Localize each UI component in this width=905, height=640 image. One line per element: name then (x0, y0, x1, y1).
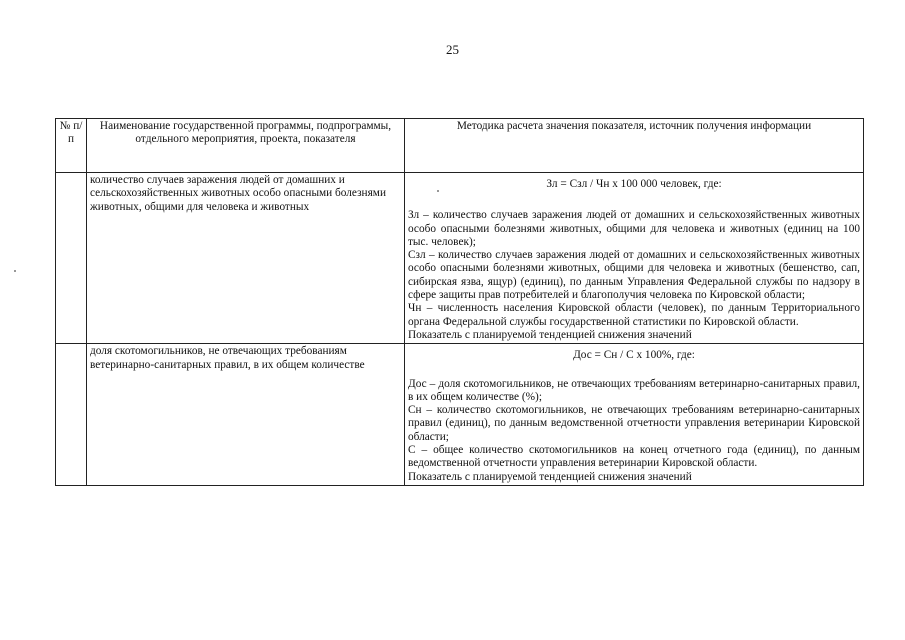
indicator-table (55, 118, 864, 486)
method-cell (405, 344, 864, 486)
row-number (56, 173, 87, 344)
scan-speck (14, 270, 16, 272)
header-method: Методика расчета значения показателя, источник получения информации (405, 119, 864, 173)
trend-note: Показатель с планируемой тенденцией снижения значений (408, 470, 692, 483)
header-name: Наименование государственной программы, подпрограммы, отдельного мероприятия, проекта, показателя (87, 119, 405, 173)
definition: Чн – численность населения Кировской области (человек), по данным Территориального органа Федеральной службы государственной статистики по Кировской области. (408, 302, 860, 328)
table-header-row (56, 119, 864, 173)
row-number (56, 344, 87, 486)
definition: Дос – доля скотомогильников, не отвечающих требованиям ветеринарно-санитарных правил, в их общем количестве (%); (408, 377, 860, 403)
page-number: 25 (446, 42, 459, 57)
indicator-name: доля скотомогильников, не отвечающих требованиям ветеринарно-санитарных правил, в их общем количестве (87, 344, 405, 486)
header-number: № п/п (56, 119, 87, 173)
method-cell (405, 173, 864, 344)
trend-note: Показатель с планируемой тенденцией снижения значений (408, 328, 692, 341)
definition: Сзл – количество случаев заражения людей от домашних и сельскохозяйственных животных особо опасными болезнями животных, общими для человека и животных (бешенство, сап, сибирская язва, ящур) (единиц), по данным Управления Федеральной службы по надзору в сфере защиты прав потребителей и благополучия человека по Кировской области; (408, 249, 860, 302)
indicator-name: количество случаев заражения людей от домашних и сельскохозяйственных животных особо опасными болезнями животных, общими для человека и животных (87, 173, 405, 344)
definition: С – общее количество скотомогильников на конец отчетного года (единиц), по данным ведомственной отчетности управления ветеринарии Кировской области. (408, 444, 860, 470)
scan-speck (437, 190, 439, 192)
definition: Зл – количество случаев заражения людей от домашних и сельскохозяйственных животных особо опасными болезнями животных, общими для человека и животных (единиц на 100 тыс. человек); (408, 209, 860, 248)
formula: Дос = Сн / С х 100%, где: (573, 349, 695, 362)
table-row (56, 344, 864, 486)
definition: Сн – количество скотомогильников, не отвечающих требованиям ветеринарно-санитарных правил (единиц), по данным ведомственной отчетности управления ветеринарии Кировской области; (408, 404, 860, 443)
table-row (56, 173, 864, 344)
formula: Зл = Сзл / Чн х 100 000 человек, где: (546, 178, 722, 190)
